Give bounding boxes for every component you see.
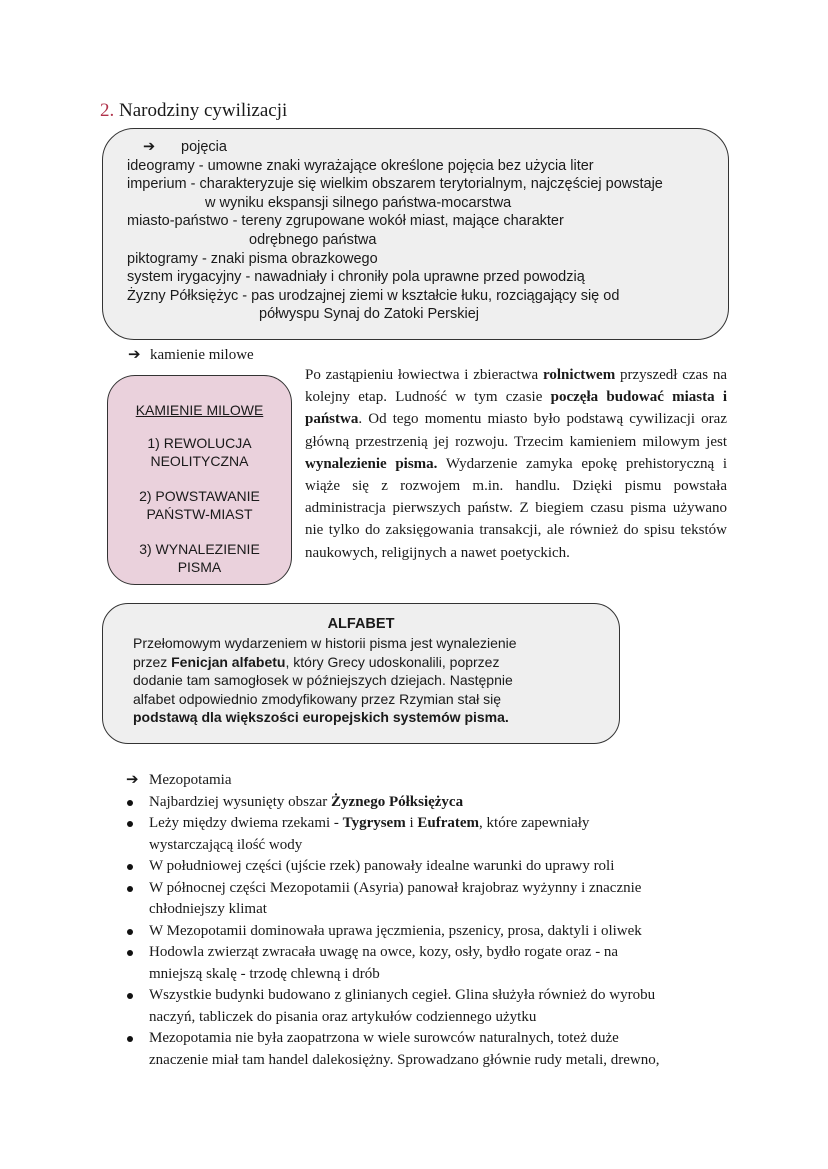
list-item-line	[149, 792, 736, 814]
text-run: chłodniejszy klimat	[149, 901, 267, 917]
list-item	[126, 942, 736, 985]
concepts-heading-label: pojęcia	[181, 139, 227, 155]
milestone-item	[108, 487, 291, 523]
concepts-list	[127, 157, 728, 324]
list-item-line	[149, 835, 736, 857]
text-run: wystarczającą ilość wody	[149, 836, 303, 853]
bold-text: Żyznego Półksiężyca	[331, 793, 464, 810]
mezopotamia-bullets	[126, 792, 736, 1072]
milestone-line: 1) REWOLUCJA	[147, 435, 252, 451]
list-item-line	[149, 1007, 736, 1029]
concept-definition: odrębnego państwa	[249, 231, 377, 248]
bold-text: wynalezienie pisma.	[305, 455, 438, 472]
bullet-icon	[127, 950, 133, 956]
alphabet-line	[133, 671, 619, 690]
concept-definition: miasto-państwo - tereny zgrupowane wokół miast, mające charakter	[127, 213, 564, 230]
list-item-line	[149, 813, 736, 835]
bullet-icon	[127, 800, 133, 806]
text-run: Najbardziej wysunięty obszar	[149, 793, 332, 810]
milestones-box	[107, 375, 292, 585]
list-item-line	[149, 1028, 736, 1050]
arrow-right-icon: ➔	[128, 347, 141, 363]
list-item-line	[149, 985, 736, 1007]
list-item	[126, 813, 736, 856]
concepts-box	[102, 128, 729, 340]
alphabet-line	[133, 653, 619, 672]
bold-text: Eufratem	[417, 815, 480, 831]
text-run: Po zastąpieniu łowiectwa i zbieractwa	[305, 367, 543, 383]
milestones-bullet-label: kamienie milowe	[150, 347, 254, 363]
concept-definition: Żyzny Półksiężyc - pas urodzajnej ziemi w kształcie łuku, rozciągający się od	[127, 287, 620, 304]
alphabet-title: ALFABET	[327, 616, 395, 632]
text-run: Mezopotamia nie była zaopatrzona w wiele surowców naturalnych, toteż duże	[149, 1030, 619, 1046]
list-item	[126, 878, 736, 921]
alphabet-line	[133, 690, 619, 709]
section-title-text: Narodziny cywilizacji	[119, 100, 288, 121]
alphabet-box	[102, 603, 620, 744]
bold-text: podstawą dla większości europejskich systemów pisma.	[133, 709, 509, 725]
text-run: i	[405, 815, 418, 831]
text-run: znaczenie miał tam handel dalekosiężny. Sprowadzano głównie rudy metali, drewno,	[149, 1051, 660, 1068]
list-item-line	[149, 1050, 736, 1072]
section-number: 2.	[100, 100, 115, 121]
alphabet-line	[133, 634, 619, 653]
concepts-heading	[127, 138, 728, 157]
list-item-line	[149, 921, 736, 943]
text-run: , które zapewniały	[479, 815, 590, 831]
milestone-line: PISMA	[177, 559, 222, 575]
alphabet-line	[133, 708, 619, 727]
bold-text: rolnictwem	[543, 367, 616, 383]
list-item	[126, 792, 736, 814]
text-run: przez	[133, 653, 172, 670]
list-item-line	[149, 856, 736, 878]
milestones-box-title: KAMIENIE MILOWE	[135, 402, 264, 418]
text-run: mniejszą skalę - trzodę chlewną i drób	[149, 965, 380, 982]
concept-definition: półwyspu Synaj do Zatoki Perskiej	[259, 306, 480, 323]
list-item-line	[149, 964, 736, 986]
list-item	[126, 921, 736, 943]
text-run: Wydarzenie zamyka epokę prehistoryczną i wiąże się z rozwojem m.in. handlu. Dzięki pismu powstała administracja pierwszych państw. Z biegiem czasu pisma używano nie tylko do zaksięgowania transakcji, ale również do spisu tekstów naukowych, religijnych a nawet poetyckich.	[305, 455, 727, 561]
text-run: . Od tego momentu miasto było podstawą cywilizacji oraz główną przestrzenią jej rozwoju. Trzecim kamieniem milowym jest	[305, 411, 727, 450]
concept-definition: w wyniku ekspansji silnego państwa-mocarstwa	[205, 194, 512, 211]
text-run: W Mezopotamii dominowała uprawa jęczmienia, pszenicy, prosa, daktyli i oliwek	[149, 922, 642, 939]
milestone-line: PAŃSTW-MIAST	[146, 506, 253, 522]
mezopotamia-heading-label: Mezopotamia	[149, 772, 232, 788]
arrow-right-icon: ➔	[126, 772, 139, 788]
concept-definition: ideogramy - umowne znaki wyrażające określone pojęcia bez użycia liter	[127, 157, 594, 174]
bullet-icon	[127, 886, 133, 892]
bullet-icon	[127, 821, 133, 827]
bullet-icon	[127, 1036, 133, 1042]
milestone-item	[108, 434, 291, 470]
bullet-icon	[127, 929, 133, 935]
concept-definition: piktogramy - znaki pisma obrazkowego	[127, 250, 378, 267]
text-run: Przełomowym wydarzeniem w historii pisma jest wynalezienie	[133, 635, 517, 651]
text-run: alfabet odpowiednio zmodyfikowany przez Rzymian stał się	[133, 690, 502, 707]
concept-definition: imperium - charakteryzuje się wielkim obszarem terytorialnym, najczęściej powstaje	[127, 176, 663, 193]
list-item	[126, 985, 736, 1028]
list-item	[126, 856, 736, 878]
concept-definition: system irygacyjny - nawadniały i chroniły pola uprawne przed powodzią	[127, 269, 585, 286]
milestones-paragraph	[305, 364, 727, 564]
text-run: Wszystkie budynki budowano z glinianych cegieł. Glina służyła również do wyrobu	[149, 987, 656, 1003]
bullet-icon	[127, 993, 133, 999]
bullet-icon	[127, 864, 133, 870]
list-item-line	[149, 878, 736, 900]
section-title	[100, 100, 287, 122]
list-item-line	[149, 942, 736, 964]
milestone-line: 3) WYNALEZIENIE	[139, 541, 260, 557]
text-run: Hodowla zwierząt zwracała uwagę na owce, kozy, osły, bydło rogate oraz - na	[149, 944, 619, 960]
bold-text: poczęła budować miasta i państwa	[305, 389, 728, 428]
mezopotamia-list	[126, 770, 736, 1071]
bold-text: Fenicjan alfabetu	[171, 653, 286, 670]
bold-text: Tygrysem	[342, 815, 406, 831]
mezopotamia-heading	[126, 770, 736, 792]
text-run: Leży między dwiema rzekami -	[149, 815, 343, 831]
arrow-right-icon: ➔	[143, 139, 156, 155]
list-item-line	[149, 899, 736, 921]
text-run: , który Grecy udoskonalili, poprzez	[285, 653, 500, 670]
text-run: przyszedł czas na kolejny etap. Ludność w tym czasie	[305, 367, 727, 406]
milestones-bullet	[128, 345, 254, 364]
alphabet-text	[133, 634, 619, 727]
milestone-line: 2) POWSTAWANIE	[139, 488, 260, 504]
milestone-line: NEOLITYCZNA	[150, 453, 249, 469]
milestone-item	[108, 540, 291, 576]
text-run: W północnej części Mezopotamii (Asyria) panował krajobraz wyżynny i znacznie	[149, 879, 642, 896]
text-run: dodanie tam samogłosek w późniejszych dziejach. Następnie	[133, 672, 513, 688]
text-run: W południowej części (ujście rzek) panowały idealne warunki do uprawy roli	[149, 858, 615, 874]
list-item	[126, 1028, 736, 1071]
text-run: naczyń, tabliczek do pisania oraz artykułów codziennego użytku	[149, 1008, 537, 1025]
